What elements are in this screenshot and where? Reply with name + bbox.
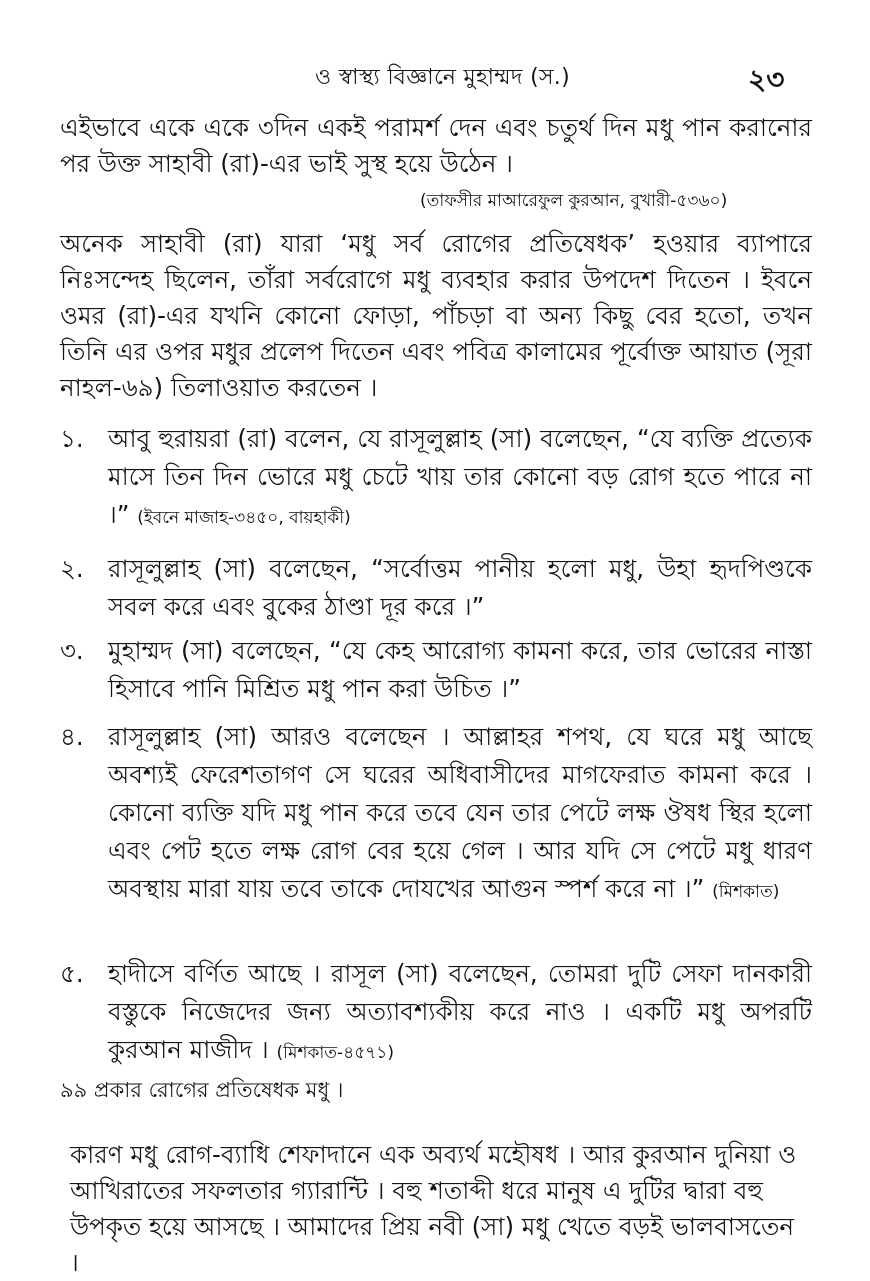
item-text (108, 718, 812, 911)
item-number: ৪. (60, 722, 84, 751)
item-number: ২. (60, 554, 84, 583)
intro-paragraph: এইভাবে একে একে ৩দিন একই পরামর্শ দেন এবং চতুর্থ দিন মধু পান করানোর পর উক্ত সাহাবী (রা)-এর ভাই সুস্থ হয়ে উঠেন । (60, 113, 812, 178)
running-title: ও স্বাস্থ্য বিজ্ঞানে মুহাম্মদ (স.) (315, 65, 570, 90)
item-number: ৩. (60, 636, 84, 665)
item-text (108, 955, 812, 1072)
body-paragraph: অনেক সাহাবী (রা) যারা ‘মধু সর্ব রোগের প্রতিষেধক’ হওয়ার ব্যাপারে নিঃসন্দেহ ছিলেন, তাঁরা সর্বরোগে মধু ব্যবহার করার উপদেশ দিতেন । ইবনে ওমর (রা)-এর যখনি কোনো ফোড়া, পাঁচড়া বা অন্য কিছু বের হতো, তখন তিনি এর ওপর মধুর প্রলেপ দিতেন এবং পবিত্র কালামের পূর্বোক্ত আয়াত (সূরা নাহল-৬৯) তিলাওয়াত করতেন । (60, 229, 812, 402)
item-text (108, 420, 812, 537)
item-body: মুহাম্মদ (সা) বলেছেন, “যে কেহ আরোগ্য কামনা করে, তার ভোরের নাস্তা হিসাবে পানি মিশ্রিত মধু পান করা উচিত ।” (108, 636, 812, 703)
intro-citation: (তাফসীর মাআরেফুল কুরআন, বুখারী-৫৩৬০) (420, 191, 728, 211)
item-body: রাসূলুল্লাহ (সা) আরও বলেছেন । আল্লাহর শপথ, যে ঘরে মধু আছে অবশ্যই ফেরেশতাগণ সে ঘরের অধিবাসীদের মাগফেরাত কামনা করে । কোনো ব্যক্তি যদি মধু পান করে তবে যেন তার পেটে লক্ষ ঔষধ স্থির হলো এবং পেট হতে লক্ষ রোগ বের হয়ে গেল । আর যদি সে পেটে মধু ধারণ অবস্থায় মারা যায় তবে তাকে দোযখের আগুন স্পর্শ করে না ।” (108, 722, 812, 903)
item-body: আবু হুরায়রা (রা) বলেন, যে রাসূলুল্লাহ (সা) বলেছেন, “যে ব্যক্তি প্রত্যেক মাসে তিন দিন ভোরে মধু চেটে খায় তার কোনো বড় রোগ হতে পারে না ।” (108, 424, 812, 529)
item-body: হাদীসে বর্ণিত আছে । রাসূল (সা) বলেছেন, তোমরা দুটি সেফা দানকারী বস্তুকে নিজেদের জন্য অত্যাবশ্যকীয় করে নাও । একটি মধু অপরটি কুরআন মাজীদ । (108, 959, 812, 1064)
item-citation: (মিশকাত) (712, 882, 780, 902)
item-citation: (মিশকাত-৪৫৭১) (276, 1043, 394, 1063)
item-number: ১. (60, 424, 84, 453)
section-heading: ৯৯ প্রকার রোগের প্রতিষেধক মধু । (60, 1078, 344, 1102)
item-number: ৫. (60, 959, 84, 988)
item-body: রাসূলুল্লাহ (সা) বলেছেন, “সর্বোত্তম পানীয় হলো মধু, উহা হৃদপিণ্ডকে সবল করে এবং বুকের ঠাণ্ডা দূর করে ।” (108, 554, 812, 621)
item-text (108, 550, 812, 626)
item-text (108, 632, 812, 708)
page-number: ২৩ (748, 63, 785, 96)
page-header (0, 58, 870, 98)
closing-paragraph: কারণ মধু রোগ-ব্যাধি শেফাদানে এক অব্যর্থ মহৌষধ । আর কুরআন দুনিয়া ও আখিরাতের সফলতার গ্যারান্টি । বহু শতাব্দী ধরে মানুষ এ দুটির দ্বারা বহু উপকৃত হয়ে আসছে । আমাদের প্রিয় নবী (সা) মধু খেতে বড়ই ভালবাসতেন । (70, 1139, 797, 1277)
item-citation: (ইবনে মাজাহ-৩৪৫০, বায়হাকী) (137, 508, 351, 528)
